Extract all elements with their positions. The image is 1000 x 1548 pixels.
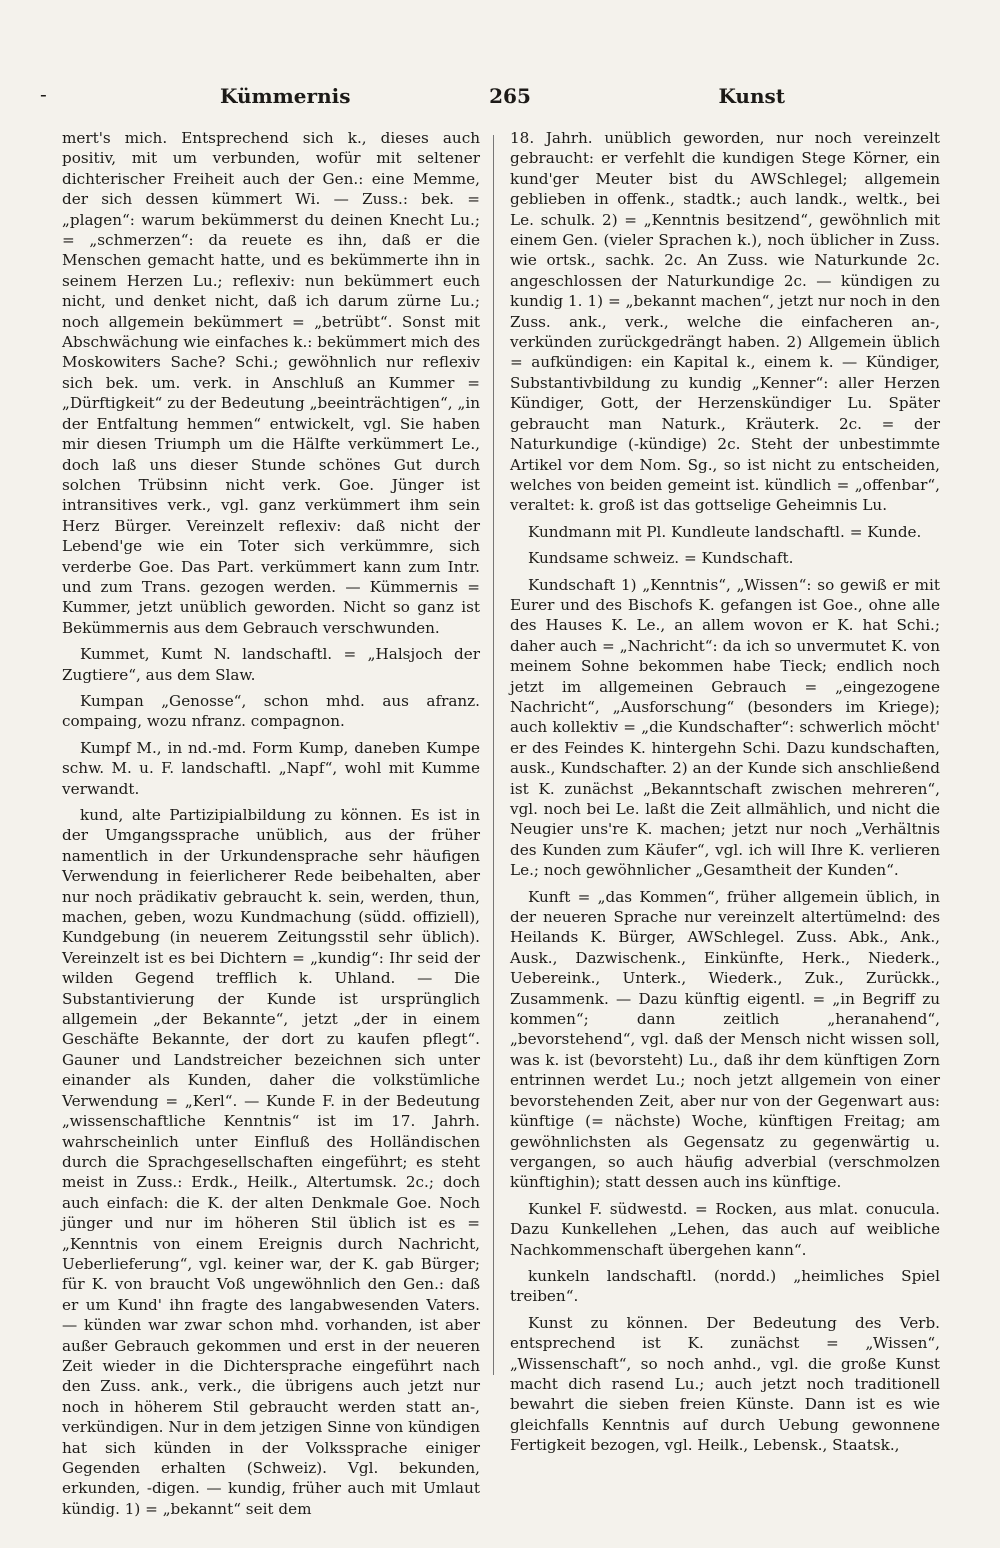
entry-kunst: Kunst zu können. Der Bedeutung des Verb. entsprechend ist K. zunächst = „Wissen“, „Wissenschaft“, so noch anhd., vgl. die große Kunst macht dich rasend Lu.; auch jetzt noch traditionell bewahrt die sieben freien Künste. Dann ist es wie gleichfalls Kenntnis auf durch Uebung gewonnene Fertigkeit bezogen, vgl. Heilk., Lebensk., Staatsk., xyxy=(510,1313,940,1455)
entry-kunft: Kunft = „das Kommen“, früher allgemein üblich, in der neueren Sprache nur vereinzelt altertümelnd: des Heilands K. Bürger, AWSchlegel. Zuss. Abk., Ank., Ausk., Dazwischenk., Einkünfte, Herk., Niederk., Uebereink., Unterk., Wiederk., Zuk., Zurückk., Zusammenk. — Dazu künftig eigentl. = „in Begriff zu kommen“; dann zeitlich „heranahend“, „bevorstehend“, vgl. daß der Mensch nicht wissen soll, was k. ist (bevorsteht) Lu., daß ihr dem künftigen Zorn entrinnen werdet Lu.; noch jetzt allgemein von einer bevorstehenden Zeit, aber nur von der Gegenwart aus: künftige (= nächste) Woche, künftigen Freitag; am gewöhnlichsten als Gegensatz zu gegenwärtig u. vergangen, so auch häufig adverbial (verschmolzen künftighin); statt dessen auch ins künftige. xyxy=(510,887,940,1192)
entry-continuation-right: 18. Jahrh. unüblich geworden, nur noch vereinzelt gebraucht: er verfehlt die kundigen Stege Körner, ein kund'ger Meuter bist du AWSchlegel; allgemein geblieben in offenk., stadtk.; auch landk., weltk., bei Le. schulk. 2) = „Kenntnis besitzend“, gewöhnlich mit einem Gen. (vieler Sprachen k.), noch üblicher in Zuss. wie ortsk., sachk. 2c. An Zuss. wie Naturkunde 2c. angeschlossen der Naturkundige 2c. — kündigen zu kundig 1. 1) = „bekannt machen“, jetzt nur noch in den Zuss. ank., verk., welche die einfacheren an-, verkünden zurückgedrängt haben. 2) Allgemein üblich = aufkündigen: ein Kapital k., einem k. — Kündiger, Substantivbildung zu kundig „Kenner“: aller Herzen Kündiger, Gott, der Herzenskündiger Lu. Später gebraucht man Naturk., Kräuterk. 2c. = der Naturkundige (-kündige) 2c. Steht der unbestimmte Artikel vor dem Nom. Sg., so ist nicht zu entscheiden, welches von beiden gemeint ist. kündlich = „offenbar“, veraltet: k. groß ist das gottselige Geheimnis Lu. xyxy=(510,129,940,515)
column-divider xyxy=(493,135,494,1375)
entry-kunkel: Kunkel F. südwestd. = Rocken, aus mlat. conucula. Dazu Kunkellehen „Lehen, das auch auf weibliche Nachkommenschaft übergehen kann“. xyxy=(510,1199,940,1259)
running-head-left: Kümmernis xyxy=(220,84,351,108)
entry-kundmann: Kundmann mit Pl. Kundleute landschaftl. = Kunde. xyxy=(528,522,922,541)
entry-kund: kund, alte Partizipialbildung zu können. Es ist in der Umgangssprache unüblich, aus der früher namentlich in der Urkundensprache sehr häufigen Verwendung in feierlicherer Rede beibehalten, aber nur noch prädikativ gebraucht k. sein, werden, thun, machen, geben, wozu Kundmachung (südd. offiziell), Kundgebung (in neuerem Zeitungsstil sehr üblich). Vereinzelt ist es bei Dichtern = „kundig“: Ihr seid der wilden Gegend trefflich k. Uhland. — Die Substantivierung der Kunde ist ursprünglich allgemein „der Bekannte“, jetzt „der in einem Geschäfte Bekannte, der dort zu kaufen pflegt“. Gauner und Landstreicher bezeichnen sich unter einander als Kunden, daher die volkstümliche Verwendung = „Kerl“. — Kunde F. in der Bedeutung „wissenschaftliche Kenntnis“ ist im 17. Jahrh. wahrscheinlich unter Einfluß des Holländischen durch die Sprachgesellschaften eingeführt; es steht meist in Zuss.: Erdk., Heilk., Altertumsk. 2c.; doch auch einfach: die K. der alten Denkmale Goe. Noch jünger und nur im höheren Stil üblich ist es = „Kenntnis von einem Ereignis durch Nachricht, Ueberlieferung“, vgl. keiner war, der K. gab Bürger; für K. von braucht Voß ungewöhnlich den Gen.: daß er um Kund' ihn fragte des langabwesenden Vaters. — künden war zwar schon mhd. vorhanden, ist aber außer Gebrauch gekommen und erst in der neueren Zeit wieder in die Dichtersprache eingeführt nach den Zuss. ank., verk., die übrigens auch jetzt nur noch in höherem Stil gebraucht werden statt an-, verkündigen. Nur in dem jetzigen Sinne von kündigen hat sich künden in der Volkssprache einiger Gegenden erhalten (Schweiz). Vgl. bekunden, erkunden, -digen. — kundig, früher auch mit Umlaut kündig. 1) = „bekannt“ seit dem xyxy=(62,806,480,1518)
right-column xyxy=(510,128,940,1456)
running-head-right: Kunst xyxy=(718,84,785,108)
page-header xyxy=(60,84,940,118)
margin-mark: - xyxy=(40,82,47,106)
entry-kundsame: Kundsame schweiz. = Kundschaft. xyxy=(528,549,794,568)
entry-kunkeln: kunkeln landschaftl. (nordd.) „heimliches Spiel treiben“. xyxy=(510,1266,940,1306)
page-number: 265 xyxy=(489,84,531,108)
entry-kummet: Kummet, Kumt N. landschaftl. = „Halsjoch der Zugtiere“, aus dem Slaw. xyxy=(62,645,480,684)
entry-kumpan: Kumpan „Genosse“, schon mhd. aus afranz. compaing, wozu nfranz. compagnon. xyxy=(62,691,480,731)
left-column xyxy=(62,128,480,1519)
entry-continuation: mert's mich. Entsprechend sich k., dieses auch positiv, mit um verbunden, wofür mit seltener dichterischer Freiheit auch der Gen.: eine Memme, der sich dessen kümmert Wi. — Zuss.: bek. = „plagen“: warum bekümmerst du deinen Knecht Lu.; = „schmerzen“: da reuete es ihn, daß er die Menschen gemacht hatte, und es bekümmerte ihn in seinem Herzen Lu.; reflexiv: nun bekümmert euch nicht, und denket nicht, daß ich darum zürne Lu.; noch allgemein bekümmert = „betrübt“. Sonst mit Abschwächung wie einfaches k.: bekümmert mich des Moskowiters Sache? Schi.; gewöhnlich nur reflexiv sich bek. um. verk. in Anschluß an Kummer = „Dürftigkeit“ zu der Bedeutung „beeinträchtigen“, „in der Entfaltung hemmen“ entwickelt, vgl. Sie haben mir diesen Triumph um die Hälfte verkümmert Le., doch laß uns dieser Stunde schönes Gut durch solchen Trübsinn nicht verk. Goe. Jünger ist intransitives verk., vgl. ganz verkümmert ihm sein Herz Bürger. Vereinzelt reflexiv: daß nicht der Lebend'ge wie ein Toter sich verkümmre, sich verderbe Goe. Das Part. verkümmert kann zum Intr. und zum Trans. gezogen werden. — Kümmernis = Kummer, jetzt unüblich geworden. Nicht so ganz ist Bekümmernis aus dem Gebrauch verschwunden. xyxy=(62,129,480,637)
entry-kundschaft: Kundschaft 1) „Kenntnis“, „Wissen“: so gewiß er mit Eurer und des Bischofs K. gefangen ist Goe., ohne alle des Hauses K. Le., an allem wovon er K. hat Schi.; daher auch = „Nachricht“: da ich so unvermutet K. von meinem Sohne bekommen habe Tieck; endlich noch jetzt im allgemeinen Gebrauch = „eingezogene Nachricht“, „Ausforschung“ (besonders im Kriege); auch kollektiv = „die Kundschafter“: schwerlich möcht' er des Feindes K. hintergehn Schi. Dazu kundschaften, ausk., Kundschafter. 2) an der Kunde sich anschließend ist K. zunächst „Bekanntschaft zwischen mehreren“, vgl. noch bei Le. laßt die Zeit allmählich, und nicht die Neugier uns're K. machen; jetzt nur noch „Verhältnis des Kunden zum Käufer“, vgl. ich will Ihre K. verlieren Le.; noch gewöhnlicher „Gesamtheit der Kunden“. xyxy=(510,575,940,880)
entry-kumpf: Kumpf M., in nd.-md. Form Kump, daneben Kumpe schw. M. u. F. landschaftl. „Napf“, wohl mit Kumme verwandt. xyxy=(62,738,480,798)
